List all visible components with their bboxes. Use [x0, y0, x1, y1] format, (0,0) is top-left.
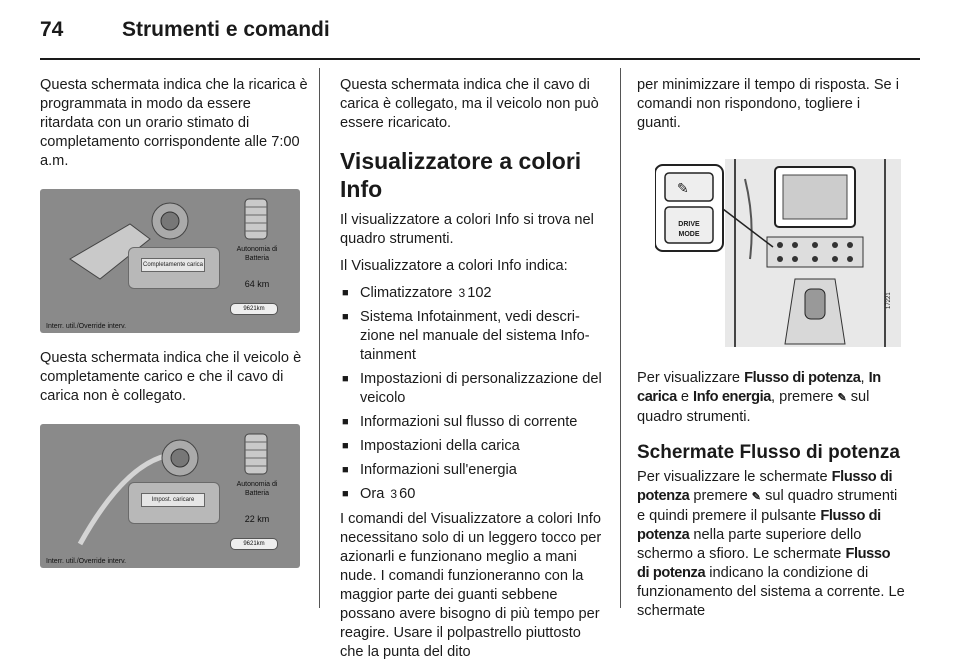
charge-mode-button[interactable]: Completamente carica [141, 258, 205, 272]
paragraph: I comandi del Visualizzatore a colori Info necessitano solo di un leggero tocco per azionarli e funzionano meglio a mani nude. I comandi funzioneranno con la maggior parte dei guanti sebbene possano avere bisogno di più tempo per reagire. Usare il polpastrello piuttosto che la punta del dito [340, 511, 602, 660]
drive-mode-icon: ✎ [751, 491, 762, 503]
override-label: Interr. util./Override interv. [46, 323, 127, 330]
charge-settings-button[interactable]: Impost. caricare [141, 493, 205, 507]
column-1 [40, 76, 308, 584]
drive-mode-button-label: MODE [678, 231, 700, 238]
paragraph: Questa schermata indica che il veicolo è completamente carico e che il cavo di carica non è collegato. [40, 350, 302, 404]
page-ref-icon: 3 [458, 286, 466, 300]
charge-screen-figure-1 [40, 189, 300, 333]
page-header [40, 14, 920, 54]
screen-panel [128, 482, 220, 524]
list-item: ■ Climatizzatore 3 102 [340, 284, 608, 303]
paragraph: Questa schermata indica che il cavo di carica è collegato, ma il veicolo non può essere ricaricato. [340, 77, 599, 131]
screen-panel [128, 247, 220, 289]
ui-term: Info energia [693, 389, 771, 405]
column-3 [637, 76, 905, 629]
section-heading: Visualizzatore a colori Info [340, 148, 582, 202]
column-divider [620, 68, 621, 608]
dashboard-photo [655, 159, 901, 347]
drive-mode-button-label: DRIVE [678, 221, 700, 228]
page-ref-number: 102 [467, 285, 492, 301]
paragraph: Il Visualizzatore a colori Info indica: [340, 258, 568, 274]
paragraph: Questa schermata indica che la ricarica è programmata in modo da essere ritardata con un orario stimato di completamento corrispondente alle 7:00 a.m. [40, 77, 308, 169]
ui-term: Flusso di potenza [637, 469, 893, 504]
page-title: Strumenti e comandi [122, 18, 330, 41]
feature-list [340, 284, 608, 504]
override-label: Interr. util./Override interv. [46, 558, 127, 565]
column-2 [340, 76, 608, 670]
paragraph: Per visualizzare le schermate Flusso di potenza premere ✎ sul quadro strumenti e quindi premere il pulsante Flusso di potenza nella parte superiore dello schermo a sfioro. Le schermate Flusso di potenza indicano la condizione di funzionamento del sistema a corrente. Le schermate [637, 469, 905, 619]
figure-code: 17221 [886, 292, 892, 309]
ui-term: Flusso di potenza [637, 508, 881, 543]
battery-range-label: Autonomia di Batteria [236, 246, 278, 262]
drive-mode-icon: ✎ [837, 392, 847, 404]
header-rule [40, 58, 920, 60]
column-divider [319, 68, 320, 608]
page-number: 74 [40, 18, 64, 41]
odometer-readout: 9621km [230, 303, 278, 315]
battery-range-value: 64 km [244, 279, 270, 289]
list-item: ■ Informazioni sull'energia [340, 461, 608, 480]
drive-mode-icon: ✎ [677, 180, 689, 196]
ui-term: Flusso di potenza [744, 370, 861, 386]
list-item: ■ Impostazioni di personalizzazione del veicolo [340, 370, 608, 408]
page-ref-icon: 3 [390, 487, 398, 501]
list-item: ■ Informazioni sul flusso di corrente [340, 413, 608, 432]
section-heading: Schermate Flusso di potenza [637, 442, 900, 463]
charge-screen-figure-2 [40, 424, 300, 568]
page-ref-number: 60 [399, 486, 416, 502]
odometer-readout: 9621km [230, 538, 278, 550]
paragraph: Per visualizzare Flusso di potenza, In carica e Info energia, premere ✎ sul quadro strumenti. [637, 370, 881, 425]
list-item: ■ Impostazioni della carica [340, 437, 608, 456]
list-item: ■ Sistema Infotainment, vedi descrizione nel manuale del sistema Infotainment [340, 308, 608, 365]
center-console-illustration [655, 159, 901, 347]
battery-range-label: Autonomia di Batteria [236, 481, 278, 497]
ui-term: Flusso di potenza [637, 546, 891, 581]
battery-range-value: 22 km [244, 514, 270, 524]
ui-term: In carica [637, 370, 881, 405]
paragraph: per minimizzare il tempo di risposta. Se i comandi non rispondono, togliere i guanti. [637, 77, 899, 131]
list-item: ■ Ora 3 60 [340, 485, 608, 504]
paragraph: Il visualizzatore a colori Info si trova nel quadro strumenti. [340, 212, 594, 247]
